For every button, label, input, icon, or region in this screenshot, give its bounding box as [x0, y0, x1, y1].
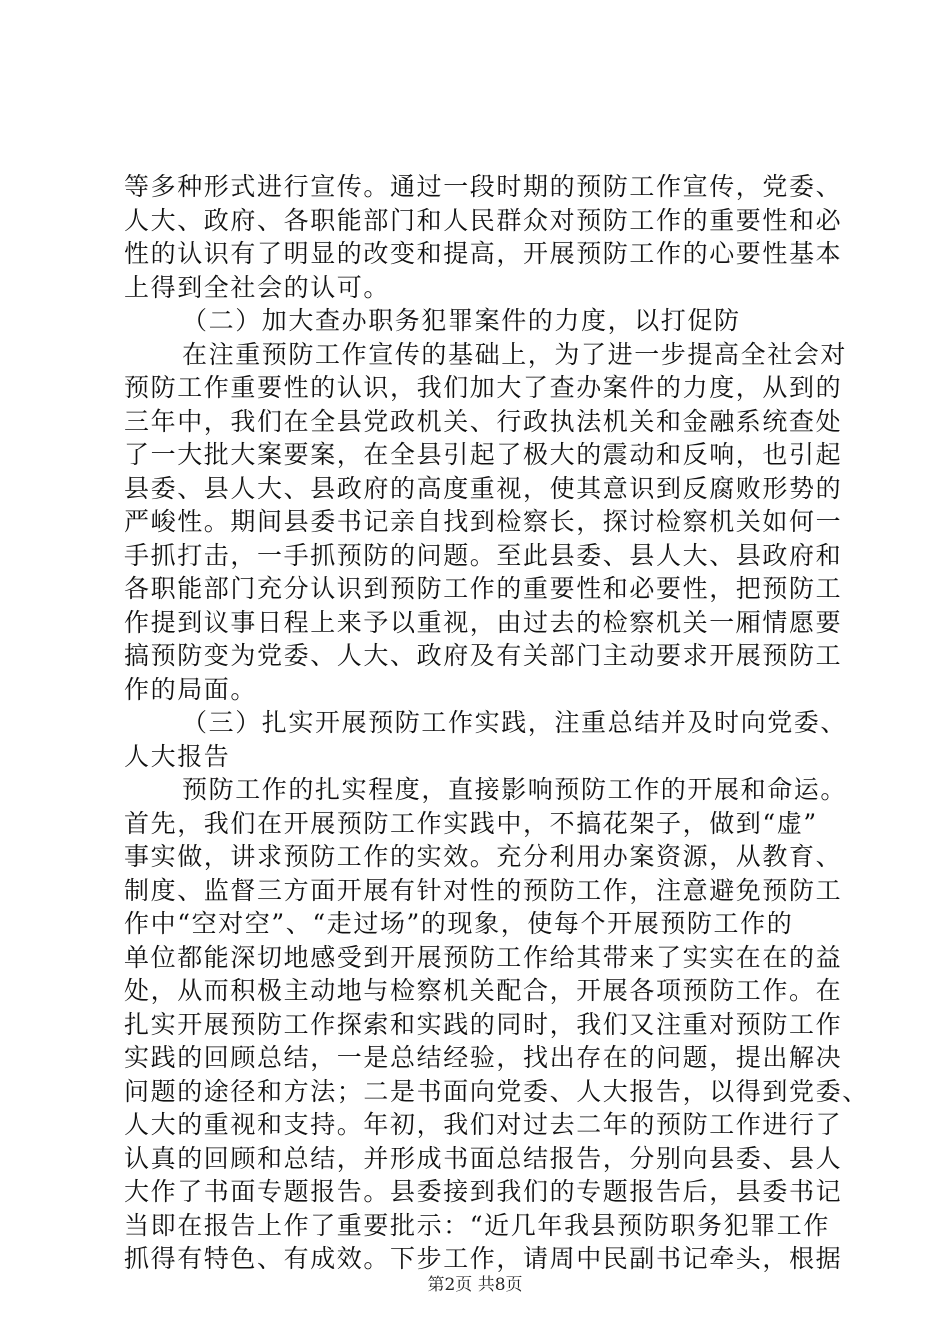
text-line: 当即在报告上作了重要批示：“近几年我县预防职务犯罪工作: [124, 1210, 830, 1240]
text-line: 制度、监督三方面开展有针对性的预防工作，注意避免预防工: [124, 875, 843, 905]
text-line: 单位都能深切地感受到开展预防工作给其带来了实实在在的益: [124, 942, 843, 972]
text-line: 搞预防变为党委、人大、政府及有关部门主动要求开展预防工: [124, 641, 843, 670]
text-line: 县委、县人大、县政府的高度重视，使其意识到反腐败形势的: [124, 473, 843, 503]
page-footer: 第2页 共8页: [427, 1275, 523, 1295]
text-line: 性的认识有了明显的改变和提高，开展预防工作的心要性基本: [124, 239, 843, 268]
text-line: 各职能部门充分认识到预防工作的重要性和必要性，把预防工: [124, 574, 843, 603]
text-line: 作中“空对空”、“走过场”的现象，使每个开展预防工作的: [124, 909, 794, 938]
text-line: 了一大批大案要案，在全县引起了极大的震动和反响，也引起: [124, 440, 843, 469]
text-line: 预防工作的扎实程度，直接影响预防工作的开展和命运。: [182, 775, 848, 804]
text-line: 作的局面。: [124, 674, 258, 704]
text-line: 等多种形式进行宣传。通过一段时期的预防工作宣传，党委、: [124, 172, 843, 201]
text-line: （二）加大查办职务犯罪案件的力度，以打促防: [182, 306, 741, 335]
text-line: 实践的回顾总结，一是总结经验，找出存在的问题，提出解决: [124, 1043, 843, 1072]
text-line: 人大报告: [124, 741, 231, 771]
text-line: 人大的重视和支持。年初，我们对过去二年的预防工作进行了: [124, 1110, 843, 1139]
text-line: （三）扎实开展预防工作实践，注重总结并及时向党委、: [182, 708, 848, 737]
text-line: 问题的途径和方法；二是书面向党委、人大报告，以得到党委、: [124, 1076, 869, 1106]
text-line: 认真的回顾和总结，并形成书面总结报告，分别向县委、县人: [124, 1143, 843, 1173]
text-line: 在注重预防工作宣传的基础上，为了进一步提高全社会对: [182, 339, 848, 369]
text-line: 严峻性。期间县委书记亲自找到检察长，探讨检察机关如何一: [124, 507, 843, 536]
text-line: 手抓打击，一手抓预防的问题。至此县委、县人大、县政府和: [124, 540, 843, 570]
text-line: 预防工作重要性的认识，我们加大了查办案件的力度，从到的: [124, 373, 843, 402]
text-line: 作提到议事日程上来予以重视，由过去的检察机关一厢情愿要: [124, 607, 843, 637]
body-text: [124, 170, 869, 1276]
text-line: 抓得有特色、有成效。下步工作，请周中民副书记牵头，根据: [124, 1244, 843, 1273]
text-line: 首先，我们在开展预防工作实践中，不搞花架子，做到“虚”: [124, 808, 818, 838]
text-line: 事实做，讲求预防工作的实效。充分利用办案资源，从教育、: [124, 842, 843, 871]
text-line: 大作了书面专题报告。县委接到我们的专题报告后，县委书记: [124, 1177, 843, 1206]
text-line: 人大、政府、各职能部门和人民群众对预防工作的重要性和必: [124, 205, 843, 235]
text-line: 扎实开展预防工作探索和实践的同时，我们又注重对预防工作: [124, 1009, 843, 1039]
text-line: 三年中，我们在全县党政机关、行政执法机关和金融系统查处: [124, 406, 843, 436]
text-line: 处，从而积极主动地与检察机关配合，开展各项预防工作。在: [124, 976, 843, 1005]
text-line: 上得到全社会的认可。: [124, 272, 391, 302]
